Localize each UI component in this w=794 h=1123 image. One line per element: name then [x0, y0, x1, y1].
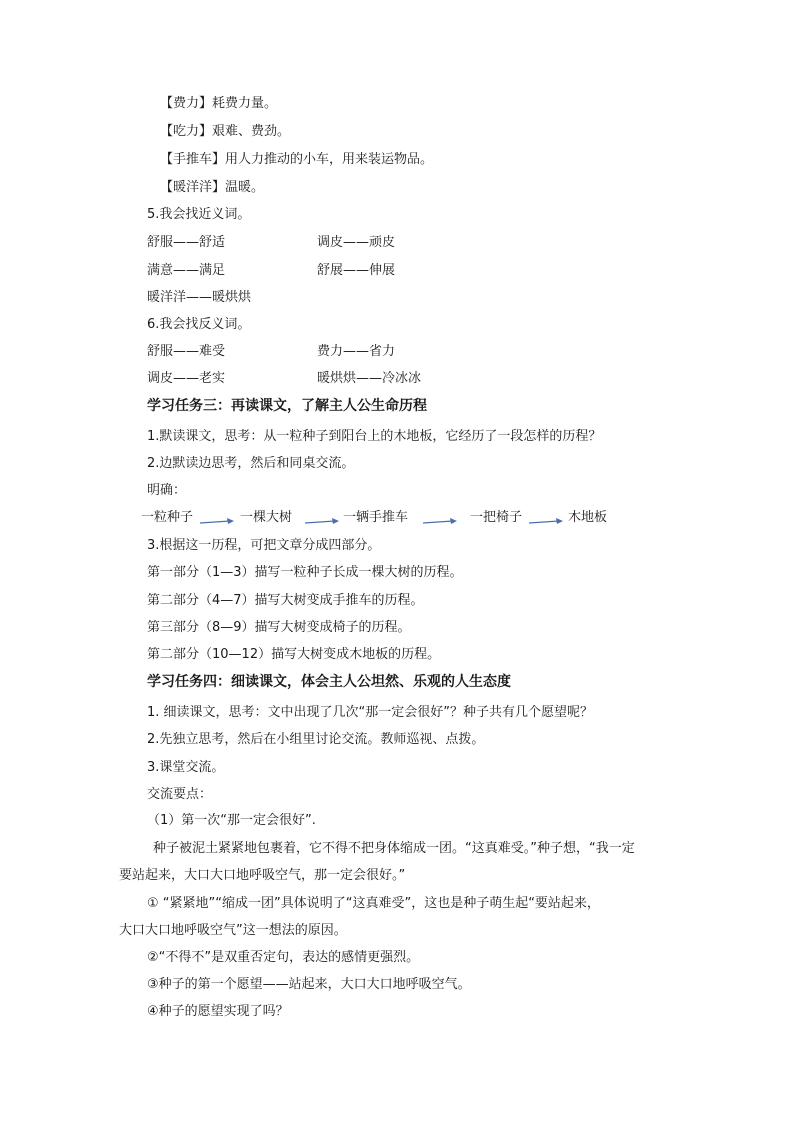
antonym-pair: 费力——省力 — [317, 344, 396, 359]
definition-feili: 【费力】耗费力量。 — [160, 96, 278, 111]
synonym-pair: 满意——满足 — [147, 263, 226, 278]
synonym-pair: 舒展——伸展 — [317, 263, 396, 278]
flow-step-chair: 一把椅子 — [470, 510, 523, 525]
arrow-right-icon — [422, 513, 458, 527]
note-1-line-1: ① “紧紧地”“缩成一团”具体说明了“这真难受”，这也是种子萌生起“要站起来， — [147, 896, 600, 911]
synonyms-heading: 5.我会找近义词。 — [147, 207, 251, 222]
note-4: ④种子的愿望实现了吗？ — [147, 1004, 289, 1019]
points-label: 交流要点： — [147, 787, 213, 802]
flow-step-tree: 一棵大树 — [240, 510, 293, 525]
arrow-right-icon — [528, 513, 564, 527]
synonym-pair: 暖洋洋——暖烘烘 — [147, 290, 252, 305]
note-3: ③种子的第一个愿望——站起来，大口大口地呼吸空气。 — [147, 977, 471, 992]
section-part: 第二部分（10—12）描写大树变成木地板的历程。 — [147, 647, 441, 662]
definition-shoutuiche: 【手推车】用人力推动的小车，用来装运物品。 — [160, 152, 434, 167]
antonym-pair: 舒服——难受 — [147, 344, 226, 359]
arrow-right-icon — [304, 513, 340, 527]
task4-question-3: 3.课堂交流。 — [147, 760, 225, 775]
first-occurrence: （1）第一次“那一定会很好”. — [147, 813, 316, 828]
task4-title: 学习任务四：细读课文，体会主人公坦然、乐观的人生态度 — [147, 674, 511, 690]
flow-step-floor: 木地板 — [568, 510, 608, 525]
section-part: 第二部分（4—7）描写大树变成手推车的历程。 — [147, 593, 424, 608]
note-2: ②“不得不”是双重否定句，表达的感情更强烈。 — [147, 950, 420, 965]
task4-question-1: 1. 细读课文，思考：文中出现了几次“那一定会很好”？种子共有几个愿望呢？ — [147, 705, 594, 720]
section-part: 第一部分（1—3）描写一粒种子长成一棵大树的历程。 — [147, 565, 463, 580]
note-1-line-2: 大口大口地呼吸空气”这一想法的原因。 — [119, 923, 347, 938]
flow-step-cart: 一辆手推车 — [343, 510, 409, 525]
task3-title: 学习任务三：再读课文，了解主人公生命历程 — [147, 398, 427, 414]
antonyms-heading: 6.我会找反义词。 — [147, 317, 251, 332]
synonym-pair: 调皮——顽皮 — [317, 235, 396, 250]
arrow-right-icon — [199, 513, 235, 527]
task3-question-3: 3.根据这一历程，可把文章分成四部分。 — [147, 538, 381, 553]
antonym-pair: 暖烘烘——冷冰冰 — [317, 371, 422, 386]
flow-step-seed: 一粒种子 — [141, 510, 194, 525]
task3-question-1: 1.默读课文，思考：从一粒种子到阳台上的木地板，它经历了一段怎样的历程？ — [147, 429, 602, 444]
task4-question-2: 2.先独立思考，然后在小组里讨论交流。教师巡视、点拨。 — [147, 732, 485, 747]
antonym-pair: 调皮——老实 — [147, 371, 226, 386]
quote-line-1: 种子被泥土紧紧地包裹着，它不得不把身体缩成一团。“这真难受。”种子想，“我一定 — [153, 841, 635, 856]
definition-nuanyangyang: 【暖洋洋】温暖。 — [160, 180, 265, 195]
section-part: 第三部分（8—9）描写大树变成椅子的历程。 — [147, 620, 411, 635]
task3-question-2: 2.边默读边思考，然后和同桌交流。 — [147, 456, 355, 471]
clarify-label: 明确： — [147, 483, 187, 498]
life-journey-flow — [0, 509, 794, 529]
synonym-pair: 舒服——舒适 — [147, 235, 226, 250]
definition-chili: 【吃力】艰难、费劲。 — [160, 124, 291, 139]
quote-line-2: 要站起来，大口大口地呼吸空气，那一定会很好。” — [119, 868, 406, 883]
